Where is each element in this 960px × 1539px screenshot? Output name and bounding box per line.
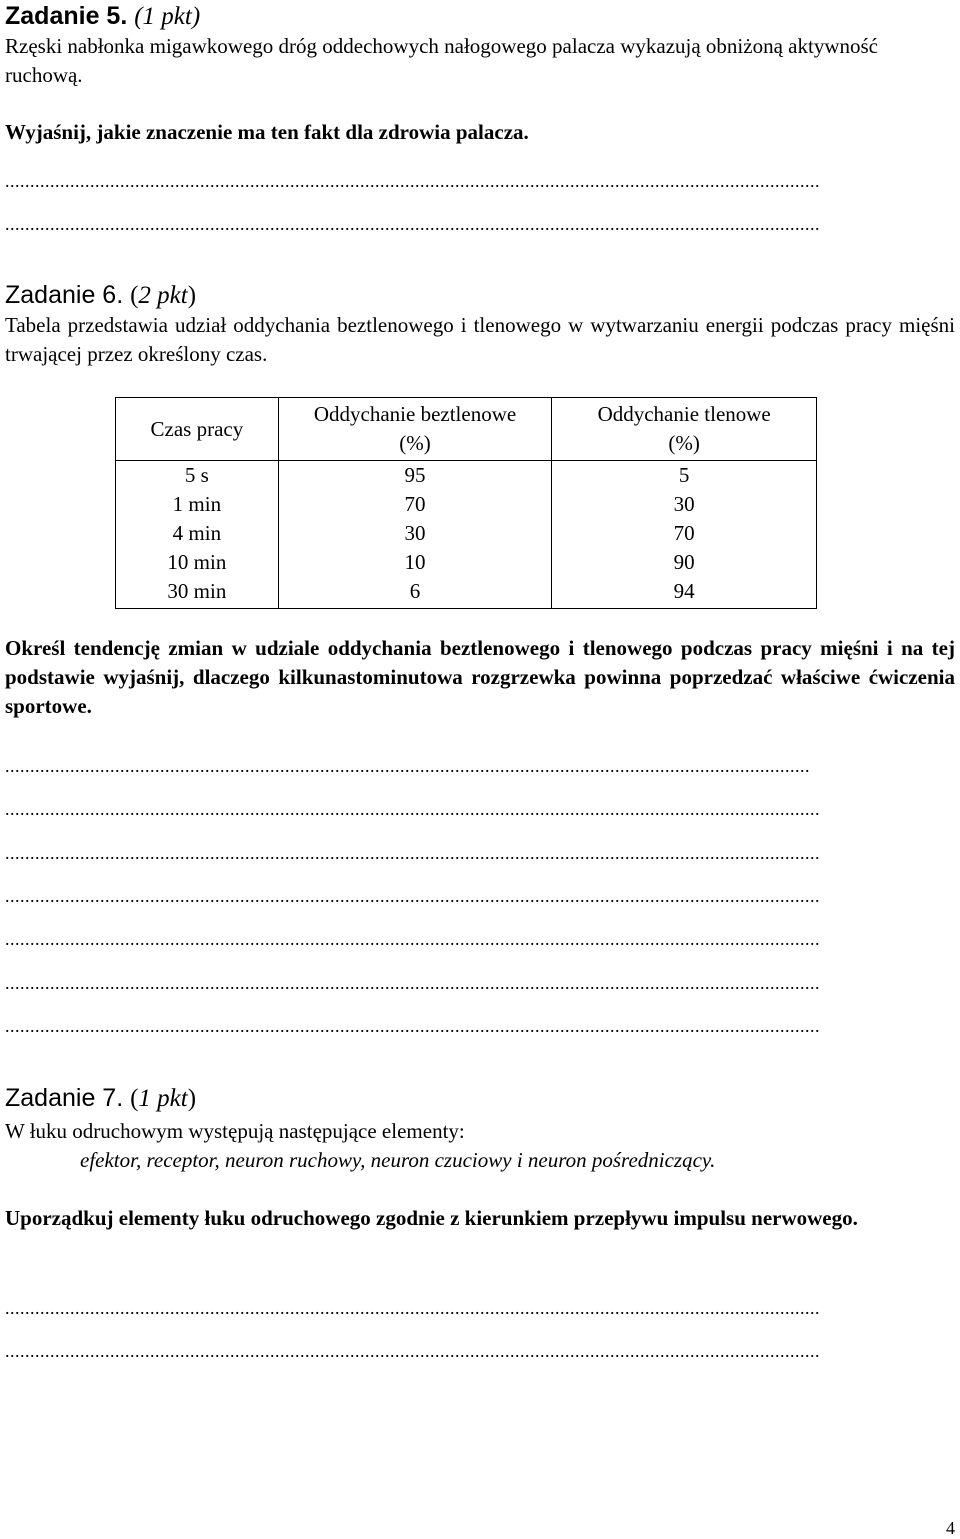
table-header-row: [116, 398, 817, 461]
task5-heading: [5, 2, 200, 31]
task5-question: Wyjaśnij, jakie znaczenie ma ten fakt dla zdrowia palacza.: [5, 120, 529, 144]
header-time: Czas pracy: [116, 398, 279, 461]
task7-elements: efektor, receptor, neuron ruchowy, neuron czuciowy i neuron pośredniczący.: [80, 1148, 716, 1172]
task5-points: (1 pkt): [134, 3, 201, 30]
table-row: [116, 577, 817, 609]
cell-anaerobic: 30: [278, 519, 552, 548]
task5-answer-line[interactable]: ...................................................................................................................................................................: [5, 172, 820, 190]
page-number: 4: [946, 1518, 955, 1538]
cell-anaerobic: 6: [278, 577, 552, 609]
cell-time: 1 min: [116, 490, 279, 519]
task6-answer-line[interactable]: ...................................................................................................................................................................: [5, 800, 820, 818]
header-anaerobic: Oddychanie beztlenowe (%): [278, 398, 552, 461]
task6-title: Zadanie 6.: [5, 281, 124, 309]
table-row: [116, 548, 817, 577]
respiration-table: [115, 397, 817, 609]
task6-question: Określ tendencję zmian w udziale oddychania beztlenowego i tlenowego podczas pracy mięśni i na tej podstawie wyjaśnij, dlaczego kilkunastominutowa rozgrzewka powinna poprzedzać właściwe ćwiczenia sportowe.: [5, 636, 955, 718]
task6-answer-line[interactable]: ...................................................................................................................................................................: [5, 1017, 820, 1035]
task6-answer-line[interactable]: .................................................................................................................................................................: [5, 757, 810, 775]
task5-title: Zadanie 5.: [5, 2, 128, 30]
cell-anaerobic: 10: [278, 548, 552, 577]
table-row: [116, 490, 817, 519]
cell-aerobic: 90: [552, 548, 817, 577]
task6-answer-line[interactable]: ...................................................................................................................................................................: [5, 887, 820, 905]
task7-title: Zadanie 7.: [5, 1084, 124, 1112]
task7-intro: W łuku odruchowym występują następujące elementy:: [5, 1119, 465, 1143]
task5-answer-line[interactable]: ...................................................................................................................................................................: [5, 215, 820, 233]
header-aerobic: Oddychanie tlenowe (%): [552, 398, 817, 461]
cell-time: 4 min: [116, 519, 279, 548]
task5-intro: Rzęski nabłonka migawkowego dróg oddechowych nałogowego palacza wykazują obniżoną aktywność ruchową.: [5, 34, 878, 87]
task6-answer-line[interactable]: ...................................................................................................................................................................: [5, 930, 820, 948]
task6-answer-line[interactable]: ...................................................................................................................................................................: [5, 844, 820, 862]
cell-aerobic: 5: [552, 461, 817, 491]
cell-anaerobic: 95: [278, 461, 552, 491]
cell-time: 10 min: [116, 548, 279, 577]
cell-aerobic: 94: [552, 577, 817, 609]
cell-time: 5 s: [116, 461, 279, 491]
task7-heading: Zadanie 7. (1 pkt): [5, 1084, 197, 1112]
cell-aerobic: 70: [552, 519, 817, 548]
task7-answer-line[interactable]: ...................................................................................................................................................................: [5, 1299, 820, 1317]
task7-answer-line[interactable]: ...................................................................................................................................................................: [5, 1342, 820, 1360]
task6-intro: Tabela przedstawia udział oddychania beztlenowego i tlenowego w wytwarzaniu energii podczas pracy mięśni trwającej przez określony czas.: [5, 313, 955, 366]
task6-points: 2 pkt: [138, 282, 188, 309]
cell-anaerobic: 70: [278, 490, 552, 519]
task6-answer-line[interactable]: ...................................................................................................................................................................: [5, 974, 820, 992]
task7-question: Uporządkuj elementy łuku odruchowego zgodnie z kierunkiem przepływu impulsu nerwowego.: [5, 1206, 858, 1230]
task6-heading: Zadanie 6. (2 pkt): [5, 281, 197, 309]
cell-time: 30 min: [116, 577, 279, 609]
table-row: [116, 461, 817, 491]
cell-aerobic: 30: [552, 490, 817, 519]
task7-points: 1 pkt: [138, 1085, 188, 1112]
table-row: [116, 519, 817, 548]
